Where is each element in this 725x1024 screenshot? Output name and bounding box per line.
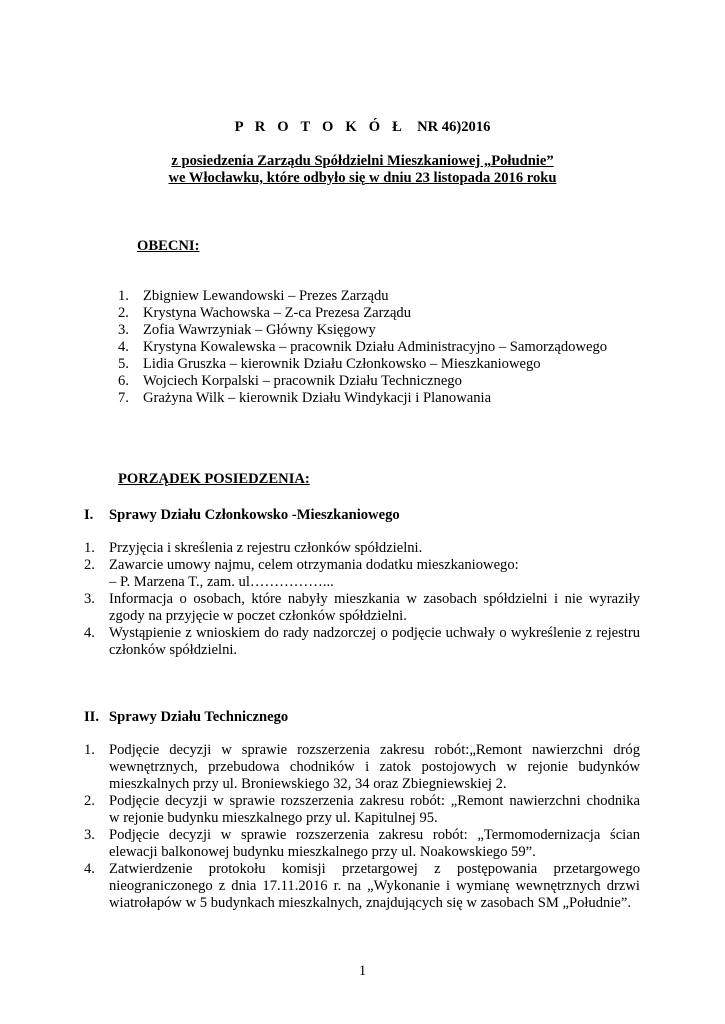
section-2-list [84, 742, 640, 912]
agenda-item: 4. Wystąpienie z wnioskiem do rady nadzorczej o podjęcie uchwały o wykreślenie z rejestru członków spółdzielni. [84, 625, 640, 658]
agenda-heading: PORZĄDEK POSIEDZENIA: [118, 471, 310, 487]
page-number: 1 [358, 963, 367, 979]
attendee-item: 4. Krystyna Kowalewska – pracownik Działu Administracyjno – Samorządowego [118, 339, 608, 355]
agenda-item: 2. Podjęcie decyzji w sprawie rozszerzenia zakresu robót: „Remont nawierzchni chodnika w rejonie budynku mieszkalnego przy ul. Kapitulnej 95. [84, 793, 640, 826]
document-title [0, 119, 725, 136]
attendee-item: 5. Lidia Gruszka – kierownik Działu Członkowsko – Mieszkaniowego [118, 356, 541, 372]
attendee-item: 3. Zofia Wawrzyniak – Główny Księgowy [118, 322, 376, 338]
attendees-list [118, 288, 638, 407]
title-prefix: P R O T O K Ó Ł [234, 119, 407, 135]
attendee-item: 2. Krystyna Wachowska – Z-ca Prezesa Zarządu [118, 305, 412, 321]
document-subtitle [0, 153, 725, 187]
subtitle-line-2: we Włocławku, które odbyło się w dniu 23 listopada 2016 roku [168, 170, 557, 186]
section-1-title: Sprawy Działu Członkowsko -Mieszkaniowego [109, 507, 400, 523]
section-1-list [84, 540, 640, 659]
agenda-item: 4. Zatwierdzenie protokołu komisji przetargowej z postępowania przetargowego nieograniczonego z dnia 17.11.2016 r. na „Wykonanie i wymianę wewnętrznych drzwi wiatrołapów w 5 budynkach mieszkalnych, znajdujących się w zasobach SM „Południe”. [84, 861, 640, 911]
attendee-item: 6. Wojciech Korpalski – pracownik Działu Technicznego [118, 373, 462, 389]
section-2-title: Sprawy Działu Technicznego [109, 709, 289, 725]
tenant-line: – P. Marzena T., zam. ul……………... [109, 574, 334, 590]
agenda-item: 1. Podjęcie decyzji w sprawie rozszerzenia zakresu robót:„Remont nawierzchni dróg wewnętrznych, przebudowa chodników i zatok postojowych w rejonie budynków mieszkalnych przy ul. Broniewskiego 32, 34 oraz Zbiegniewskiej 2. [84, 742, 640, 792]
section-2-number: II. [84, 709, 100, 725]
agenda-item: 2. Zawarcie umowy najmu, celem otrzymania dodatku mieszkaniowego: – P. Marzena T., zam. ul……………... [84, 557, 640, 591]
agenda-item: 3. Informacja o osobach, które nabyły mieszkania w zasobach spółdzielni i nie wyraziły zgody na przyjęcie w poczet członków spółdzielni. [84, 591, 640, 624]
attendee-item: 1. Zbigniew Lewandowski – Prezes Zarządu [118, 288, 389, 304]
attendees-heading: OBECNI: [137, 238, 200, 254]
attendee-item: 7. Grażyna Wilk – kierownik Działu Windykacji i Planowania [118, 390, 492, 406]
section-1-heading [84, 507, 400, 524]
title-number: NR 46)2016 [417, 119, 491, 135]
subtitle-line-1: z posiedzenia Zarządu Spółdzielni Mieszkaniowej „Południe” [171, 153, 554, 169]
agenda-item: 1. Przyjęcia i skreślenia z rejestru członków spółdzielni. [84, 540, 423, 556]
section-1-number: I. [84, 507, 94, 523]
agenda-item: 3. Podjęcie decyzji w sprawie rozszerzenia zakresu robót: „Termomodernizacja ścian elewacji balkonowej budynku mieszkalnego przy ul. Noakowskiego 59”. [84, 827, 640, 860]
section-2-heading [84, 709, 288, 726]
